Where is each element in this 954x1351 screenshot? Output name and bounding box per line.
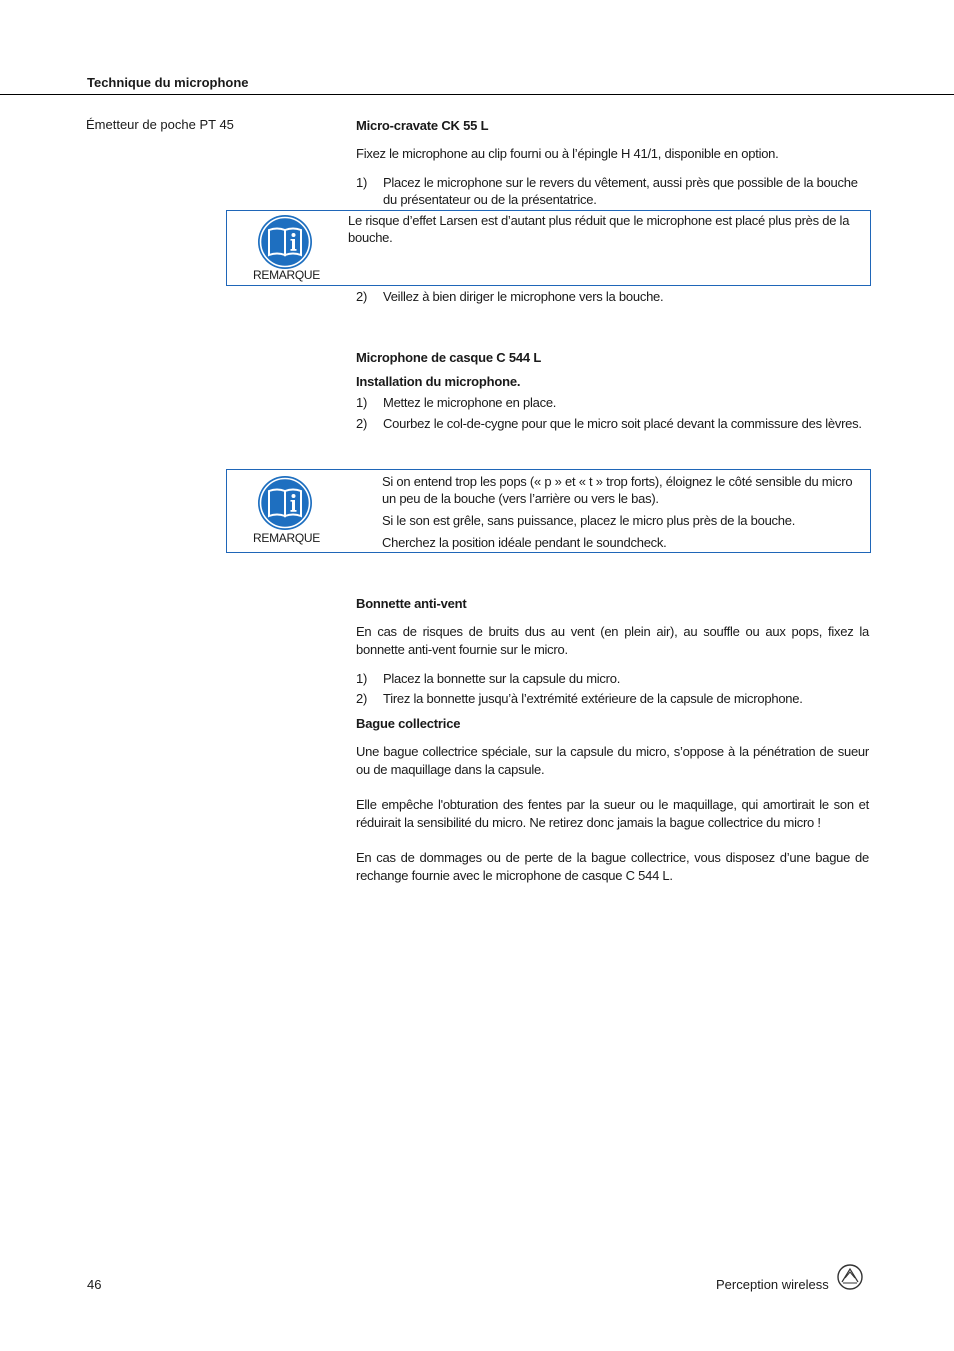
section-intro: En cas de risques de bruits dus au vent (en plein air), au souffle ou aux pops, fixez la bonnette anti-vent fournie sur le micro. (356, 624, 869, 657)
section-intro: Fixez le microphone au clip fourni ou à l’épingle H 41/1, disponible en option. (356, 146, 779, 161)
list-item (356, 415, 869, 432)
note-text: Cherchez la position idéale pendant le soundcheck. (382, 535, 667, 550)
list-item-text: Tirez la bonnette jusqu’à l’extrémité extérieure de la capsule de microphone. (383, 691, 803, 706)
list-item (356, 288, 869, 305)
list-item-text: Placez la bonnette sur la capsule du micro. (383, 671, 621, 686)
section-subtitle: Installation du microphone. (356, 374, 521, 389)
header-divider (0, 94, 954, 95)
note-label: REMARQUE (253, 531, 320, 545)
section-title-ck55l: Micro-cravate CK 55 L (356, 118, 489, 133)
section-title-collector-ring: Bague collectrice (356, 716, 461, 731)
footer-brand: Perception wireless (716, 1277, 829, 1292)
note-text: Le risque d’effet Larsen est d’autant plus réduit que le microphone est placé plus près de la bouche. (348, 213, 850, 245)
paragraph: Elle empêche l'obturation des fentes par la sueur ou le maquillage, qui amortirait le son et réduirait la sensibilité du micro. Ne retirez donc jamais la bague collectrice du micro ! (356, 797, 869, 830)
list-item-number: 1) (356, 395, 368, 410)
paragraph: En cas de dommages ou de perte de la bague collectrice, vous disposez d’une bague de rechange fournie avec le microphone de casque C 544 L. (356, 850, 869, 883)
note-box (226, 469, 871, 553)
list-item (356, 670, 869, 687)
note-text: Si le son est grêle, sans puissance, placez le micro plus près de la bouche. (382, 513, 796, 528)
list-item-text: Mettez le microphone en place. (383, 395, 557, 410)
list-item (356, 394, 869, 411)
section-title-windscreen: Bonnette anti-vent (356, 596, 467, 611)
info-book-icon (257, 214, 313, 270)
akg-logo-icon (837, 1264, 863, 1290)
list-item-number: 2) (356, 416, 368, 431)
info-book-icon (257, 475, 313, 531)
list-item-number: 2) (356, 289, 368, 304)
list-item (356, 690, 869, 707)
list-item-number: 1) (356, 671, 368, 686)
page-number: 46 (87, 1277, 102, 1292)
paragraph: Une bague collectrice spéciale, sur la capsule du micro, s’oppose à la pénétration de sueur ou de maquillage dans la capsule. (356, 744, 869, 777)
list-item-text: Placez le microphone sur le revers du vêtement, aussi près que possible de la bouche du présentateur ou de la présentatrice. (383, 175, 858, 207)
list-item-number: 1) (356, 175, 368, 190)
list-item (356, 174, 869, 208)
note-text: Si on entend trop les pops (« p » et « t » trop forts), éloignez le côté sensible du micro un peu de la bouche (vers l’arrière ou vers le bas). (382, 474, 853, 506)
note-box (226, 210, 871, 286)
section-title-c544l: Microphone de casque C 544 L (356, 350, 542, 365)
page-header-title: Technique du microphone (87, 75, 249, 90)
list-item-text: Courbez le col-de-cygne pour que le micro soit placé devant la commissure des lèvres. (383, 416, 862, 431)
list-item-number: 2) (356, 691, 368, 706)
sidebar-section-label: Émetteur de poche PT 45 (86, 117, 234, 132)
note-label: REMARQUE (253, 268, 320, 282)
list-item-text: Veillez à bien diriger le microphone vers la bouche. (383, 289, 664, 304)
